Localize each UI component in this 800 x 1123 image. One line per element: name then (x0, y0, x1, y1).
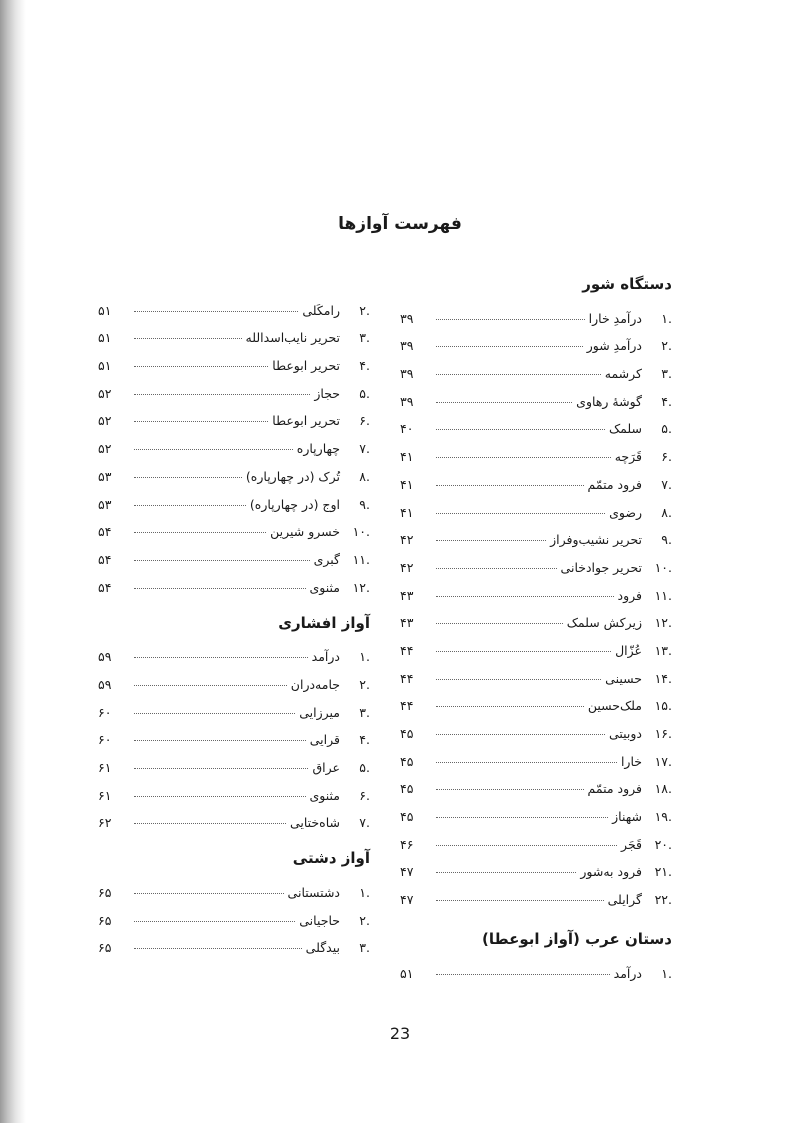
toc-list-avaz-afshari (98, 637, 370, 831)
entry-page: ۶۵ (98, 885, 112, 901)
section-title-dastan-arab: دستان عرب (آواز ابوعطا) (482, 930, 672, 949)
toc-entry (400, 796, 672, 824)
entry-number: .۱۸ (654, 781, 672, 797)
entry-page: ۵۱ (98, 330, 112, 346)
toc-entry (98, 637, 370, 665)
entry-number: .۸ (359, 468, 370, 484)
toc-entry (98, 928, 370, 956)
toc-entry (98, 872, 370, 900)
entry-title: زیرکش سلمک (566, 615, 642, 631)
entry-page: ۶۱ (98, 787, 112, 803)
entry-number: .۶ (661, 449, 672, 465)
entry-number: .۹ (359, 496, 370, 512)
entry-page: ۴۵ (400, 781, 414, 797)
entry-page: ۴۶ (400, 836, 414, 852)
toc-entry (400, 575, 672, 603)
entry-title: چهارپاره (296, 441, 340, 457)
toc-entry (400, 547, 672, 575)
entry-page: ۳۹ (400, 366, 414, 382)
entry-page: ۵۱ (98, 302, 112, 318)
entry-page: ۳۹ (400, 393, 414, 409)
entry-page: ۶۵ (98, 912, 112, 928)
toc-entry (400, 298, 672, 326)
entry-title: تحریر جوادخانی (560, 559, 642, 575)
entry-page: ۴۲ (400, 532, 414, 548)
entry-title: عراق (312, 760, 340, 775)
entry-page: ۵۲ (98, 441, 112, 457)
toc-entry (98, 318, 370, 346)
dot-leader (436, 974, 610, 975)
dot-leader (436, 429, 605, 430)
toc-entry (98, 345, 370, 373)
entry-title: فرود به‌شور (580, 864, 642, 880)
dot-leader (134, 796, 306, 797)
page-number: 23 (389, 1024, 411, 1043)
entry-title: گبری (313, 551, 340, 567)
dot-leader (436, 485, 584, 486)
toc-list-avaz-dashti (98, 872, 370, 955)
entry-title: اوج (در چهارپاره) (249, 496, 340, 512)
page-title: فهرست آوازها (338, 214, 462, 234)
entry-page: ۵۴ (98, 524, 112, 540)
entry-title: تُرک (در چهارپاره) (245, 468, 340, 484)
entry-page: ۴۱ (400, 504, 414, 520)
entry-number: .۸ (661, 504, 672, 520)
dot-leader (436, 457, 611, 458)
entry-page: ۵۲ (98, 413, 112, 429)
entry-title: عُزّال (615, 642, 642, 658)
entry-page: ۵۲ (98, 385, 112, 401)
entry-number: .۳ (359, 940, 370, 956)
dot-leader (436, 319, 585, 320)
toc-entry (400, 630, 672, 658)
entry-number: .۱۱ (654, 587, 672, 603)
entry-page: ۵۱ (400, 965, 414, 981)
entry-title: گرایلی (607, 892, 642, 908)
dot-leader (436, 845, 617, 846)
entry-page: ۵۱ (98, 358, 112, 374)
entry-page: ۴۳ (400, 615, 414, 631)
entry-number: .۱ (661, 965, 672, 981)
entry-page: ۵۹ (98, 676, 112, 692)
dot-leader (436, 402, 572, 403)
entry-title: جامه‌دران (290, 676, 340, 692)
section-title-dastgah-shur: دستگاه شور (582, 275, 672, 293)
entry-title: خسرو شیرین (270, 524, 340, 540)
entry-page: ۵۳ (98, 496, 112, 512)
toc-entry (98, 803, 370, 831)
entry-number: .۷ (359, 815, 370, 831)
dot-leader (436, 817, 608, 818)
entry-title: رضوی (609, 504, 642, 520)
entry-page: ۴۵ (400, 726, 414, 741)
entry-page: ۴۷ (400, 892, 414, 908)
dot-leader (134, 394, 310, 395)
dot-leader (436, 374, 601, 375)
toc-entry (98, 539, 370, 567)
toc-entry (98, 747, 370, 775)
dot-leader (436, 346, 583, 347)
toc-entry (400, 713, 672, 741)
entry-title: شاه‌ختایی (289, 815, 340, 831)
entry-page: ۶۰ (98, 704, 112, 720)
dot-leader (436, 762, 617, 763)
entry-page: ۴۷ (400, 864, 414, 880)
dot-leader (134, 893, 284, 894)
dot-leader (134, 768, 308, 769)
toc-entry (400, 436, 672, 464)
toc-entry (98, 900, 370, 928)
entry-number: .۶ (359, 413, 370, 429)
dot-leader (134, 823, 286, 824)
entry-page: ۴۴ (400, 642, 414, 658)
dot-leader (134, 685, 287, 686)
entry-title: درآمد (311, 649, 340, 665)
entry-page: ۴۵ (400, 753, 414, 769)
toc-entry (98, 290, 370, 318)
entry-number: .۲۱ (654, 864, 672, 880)
entry-title: درآمد (613, 965, 642, 981)
toc-entry (400, 520, 672, 548)
entry-number: .۳ (661, 366, 672, 382)
dot-leader (436, 734, 605, 735)
entry-title: میرزایی (299, 704, 340, 720)
entry-page: ۵۴ (98, 551, 112, 567)
toc-entry (400, 464, 672, 492)
toc-entry (400, 326, 672, 354)
dot-leader (134, 338, 242, 339)
toc-column-left (98, 290, 370, 955)
dot-leader (134, 421, 268, 422)
entry-number: .۲۲ (654, 892, 672, 908)
entry-page: ۶۰ (98, 732, 112, 748)
entry-title: خارا (620, 753, 642, 769)
entry-title: گوشهٔ رهاوی (576, 393, 642, 409)
toc-entry (400, 741, 672, 769)
scan-edge-shadow (0, 0, 26, 1123)
toc-list-dastan-arab (400, 953, 672, 981)
entry-page: ۴۱ (400, 449, 414, 465)
toc-entry (400, 409, 672, 437)
entry-title: دوبیتی (608, 726, 642, 741)
toc-entry (400, 879, 672, 907)
entry-number: .۳ (359, 704, 370, 720)
dot-leader (134, 449, 293, 450)
dot-leader (134, 311, 298, 312)
toc-entry (98, 373, 370, 401)
entry-title: بیدگلی (305, 940, 340, 956)
dot-leader (134, 505, 246, 506)
entry-number: .۴ (359, 358, 370, 374)
entry-number: .۱۶ (654, 726, 672, 741)
entry-title: تحریر نایب‌اسدالله (245, 330, 340, 346)
dot-leader (134, 532, 266, 533)
entry-page: ۳۹ (400, 310, 414, 326)
dot-leader (436, 596, 614, 597)
dot-leader (134, 560, 310, 561)
entry-title: قَرَچه (614, 449, 642, 465)
dot-leader (436, 872, 576, 873)
entry-number: .۲ (359, 676, 370, 692)
entry-title: شهناز (612, 809, 642, 825)
toc-entry (400, 953, 672, 981)
toc-entry (400, 381, 672, 409)
toc-entry (98, 512, 370, 540)
entry-page: ۴۳ (400, 587, 414, 603)
toc-entry (98, 401, 370, 429)
entry-title: حجاز (314, 385, 340, 401)
entry-page: ۵۴ (98, 579, 112, 595)
dot-leader (134, 366, 268, 367)
entry-number: .۱۵ (654, 698, 672, 714)
toc-entry (98, 692, 370, 720)
entry-title: قرایی (309, 732, 340, 748)
entry-title: قَجَر (621, 836, 642, 852)
entry-number: .۷ (359, 441, 370, 457)
dot-leader (134, 477, 242, 478)
entry-title: کرشمه (604, 366, 642, 382)
entry-page: ۴۵ (400, 809, 414, 825)
toc-entry (400, 769, 672, 797)
entry-number: .۱۴ (654, 670, 672, 686)
entry-number: .۱۰ (654, 559, 672, 575)
dot-leader (134, 948, 302, 949)
entry-page: ۴۴ (400, 698, 414, 714)
entry-page: ۴۲ (400, 559, 414, 575)
entry-number: .۶ (359, 787, 370, 803)
dot-leader (436, 651, 611, 652)
toc-entry (98, 456, 370, 484)
entry-number: .۳ (359, 330, 370, 346)
entry-number: .۲ (359, 302, 370, 318)
entry-number: .۴ (661, 393, 672, 409)
toc-entry (400, 686, 672, 714)
entry-page: ۴۰ (400, 421, 414, 437)
entry-number: .۴ (359, 732, 370, 748)
toc-entry (400, 824, 672, 852)
toc-entry (98, 428, 370, 456)
entry-number: .۱۳ (654, 642, 672, 658)
entry-number: .۵ (359, 385, 370, 401)
entry-number: .۱۱ (352, 551, 370, 567)
entry-number: .۱ (359, 885, 370, 901)
entry-title: حسینی (605, 670, 642, 686)
section-title-avaz-afshari: آواز افشاری (278, 613, 370, 632)
entry-number: .۱ (661, 310, 672, 326)
dot-leader (436, 513, 605, 514)
dot-leader (436, 568, 557, 569)
entry-page: ۴۴ (400, 670, 414, 686)
entry-page: ۶۵ (98, 940, 112, 956)
entry-number: .۲ (661, 338, 672, 354)
entry-number: .۱۹ (654, 809, 672, 825)
dot-leader (436, 679, 601, 680)
entry-number: .۱۷ (654, 753, 672, 769)
entry-number: .۷ (661, 476, 672, 492)
entry-title: فرود متمّم (587, 781, 642, 797)
entry-title: دشتستانی (287, 885, 340, 901)
toc-entry (400, 603, 672, 631)
dot-leader (436, 540, 546, 541)
toc-entry (98, 484, 370, 512)
entry-title: تحریر نشیب‌وفراز (550, 532, 642, 548)
entry-page: ۴۱ (400, 476, 414, 492)
dot-leader (134, 588, 306, 589)
toc-column-right (400, 270, 672, 981)
toc-list-dastgah-shur (400, 298, 672, 907)
entry-page: ۶۲ (98, 815, 112, 831)
entry-page: ۵۹ (98, 649, 112, 665)
dot-leader (134, 921, 295, 922)
toc-entry (98, 775, 370, 803)
entry-number: .۱ (359, 649, 370, 665)
entry-title: تحریر ابوعطا (272, 358, 340, 374)
entry-number: .۱۲ (352, 579, 370, 595)
dot-leader (436, 789, 584, 790)
entry-title: مثنوی (309, 579, 340, 595)
toc-entry (400, 353, 672, 381)
entry-title: مثنوی (309, 787, 340, 803)
entry-title: سلمک (608, 421, 642, 437)
toc-entry (98, 720, 370, 748)
entry-page: ۳۹ (400, 338, 414, 354)
entry-page: ۶۱ (98, 760, 112, 775)
toc-entry (400, 658, 672, 686)
entry-number: .۵ (661, 421, 672, 437)
entry-number: .۲۰ (654, 836, 672, 852)
entry-title: ملک‌حسین (587, 698, 642, 714)
entry-number: .۱۰ (352, 524, 370, 540)
entry-title: فرود (617, 587, 642, 603)
toc-entry (98, 664, 370, 692)
entry-number: .۵ (359, 760, 370, 775)
dot-leader (436, 623, 563, 624)
toc-entry (400, 852, 672, 880)
dot-leader (436, 900, 604, 901)
toc-entry (400, 492, 672, 520)
dot-leader (134, 740, 306, 741)
entry-title: درآمدِ خارا (588, 310, 642, 326)
entry-page: ۵۳ (98, 468, 112, 484)
dot-leader (134, 713, 295, 714)
entry-title: فرود متمّم (587, 476, 642, 492)
entry-number: .۱۲ (654, 615, 672, 631)
toc-entry (98, 567, 370, 595)
entry-title: درآمدِ شور (586, 338, 642, 354)
entry-number: .۹ (661, 532, 672, 548)
entry-number: .۲ (359, 912, 370, 928)
section-title-avaz-dashti: آواز دشتی (292, 849, 370, 868)
dot-leader (134, 657, 308, 658)
entry-title: تحریر ابوعطا (272, 413, 340, 429)
toc-list-abuata-continued (98, 290, 370, 595)
entry-title: حاجیانی (299, 912, 340, 928)
entry-title: رامکَلی (302, 302, 340, 318)
dot-leader (436, 706, 584, 707)
